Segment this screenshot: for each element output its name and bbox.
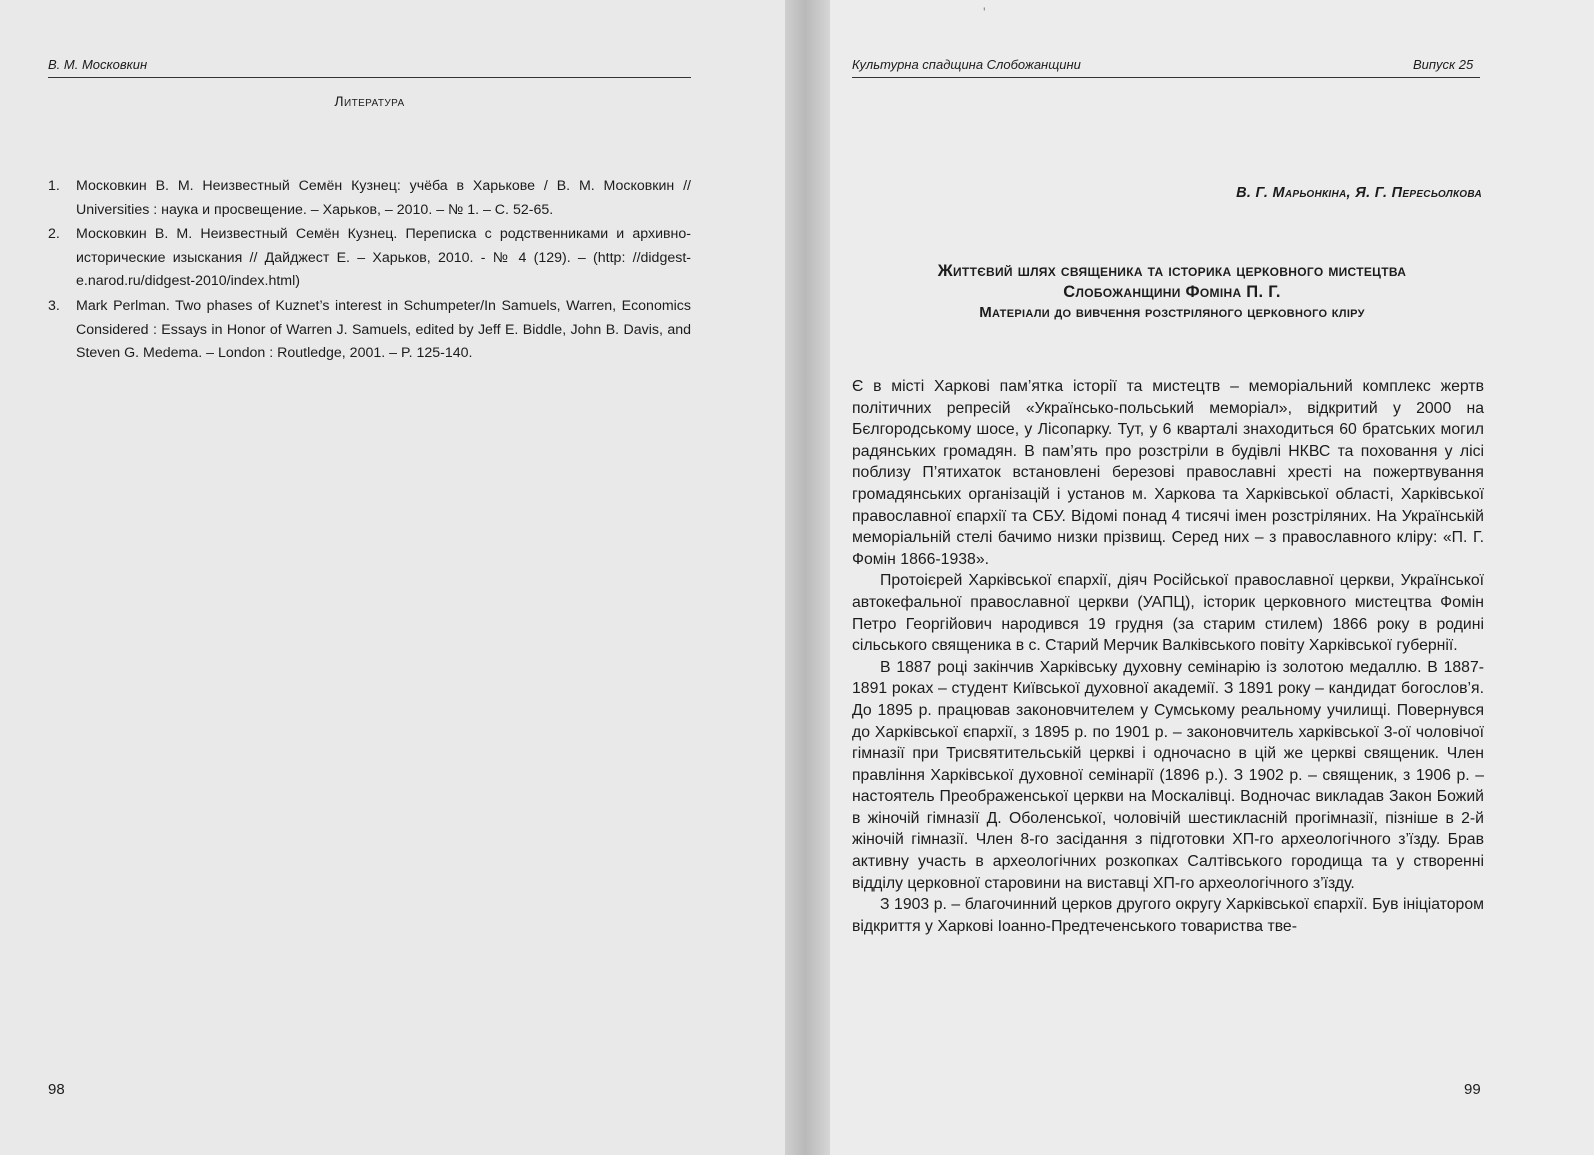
paragraph: Протоієрей Харківської єпархії, діяч Російської православної церкви, Української автокефальної православної церкви (УАПЦ), історик церковного мистецтва Фомін Петро Георгійович народився 19 грудня (за старим стилем) 1866 року в родині сільського священика в с. Старий Мерчик Валківського повіту Харківської губернії.	[852, 572, 1484, 655]
references-heading: Литература	[334, 93, 405, 109]
paragraph: З 1903 р. – благочинний церков другого округу Харківської єпархії. Був ініціатором відкриття у Харкові Іоанно-Предтеченського товариства тве-	[852, 896, 1484, 935]
article-title-line-2: Слобожанщини Фоміна П. Г.	[1063, 283, 1281, 301]
book-spine-shadow	[785, 0, 830, 1155]
paragraph: Є в місті Харкові пам’ятка історії та мистецтв – меморіальний комплекс жертв політичних репресій «Українсько-польський меморіал», відкритий у 2000 на Бєлгородському шосе, у Лісопарку. Тут, у 6 кварталі знаходиться 60 братських могил радянських громадян. В пам’ять про розстріли в будівлі НКВС та поховання у лісі поблизу П’ятихаток встановлені березові православні хресті на пожертвування громадянських організацій і установ м. Харкова та Харківської області, Харківської православної єпархії та СБУ. Відомі понад 4 тисячі імен розстріляних. На Українській меморіальній стелі бачимо низки прізвищ. Серед них – з православного кліру: «П. Г. Фомін 1866-1938».	[852, 378, 1484, 568]
running-head-author: В. М. Московкин	[48, 57, 148, 72]
reference-item	[48, 175, 691, 222]
reference-item	[48, 295, 691, 366]
scan-mark: ʹ	[983, 4, 986, 20]
reference-text: Московкин В. М. Неизвестный Семён Кузнец: учёба в Харькове / В. М. Московкин // Universities : наука и просвещение. – Харьков, – 2010. – № 1. – С. 52-65.	[76, 178, 691, 218]
page-number: 98	[48, 1081, 65, 1098]
article-body	[852, 376, 1484, 937]
paragraph: В 1887 році закінчив Харківську духовну семінарію із золотою медаллю. В 1887-1891 роках – студент Київської духовної академії. З 1891 року – кандидат богослов’я. До 1895 р. працював законовчителем у Сумському реальному училищі. Повернувся до Харківської єпархії, з 1895 р. по 1901 р. – законовчитель харківської 3-ої чоловічої гімназії при Трисвятительській церкві і одночасно в цій же церкві священик. Член правління Харківської духовної семінарії (1896 р.). З 1902 р. – священик, з 1906 р. – настоятель Преображенської церкви на Москалівці. Водночас викладав Закон Божий в жіночій гімназії Д. Оболенської, чоловічій шестикласній прогімназії, пізніше в 2-й жіночій гімназії. Член 8-го засідання з підготовки ХП-го археологічного з’їзду. Брав активну участь в археологічних розкопках Салтівського городища та у створенні відділу церковної старовини на виставці ХП-го археологічного з’їзду.	[852, 658, 1484, 892]
article-subtitle: Матеріали до вивчення розстріляного церковного кліру	[979, 304, 1365, 321]
reference-text: Московкин В. М. Неизвестный Семён Кузнец. Переписка с родственниками и архивно-исторические изыскания // Дайджест Е. – Харьков, 2010. - № 4 (129). – (http: //didgest-e.narod.ru/didgest-2010/index.html)	[76, 226, 691, 290]
article-authors: В. Г. Марьонкіна, Я. Г. Пересьолкова	[1236, 185, 1482, 201]
reference-number: 2.	[48, 226, 60, 243]
left-page	[0, 0, 785, 1155]
reference-text: Mark Perlman. Two phases of Kuznet’s interest in Schumpeter/In Samuels, Warren, Economics Considered : Essays in Honor of Warren J. Samuels, edited by Jeff E. Biddle, John B. Davis, and Steven G. Medema. – London : Routledge, 2001. – P. 125-140.	[76, 297, 691, 362]
reference-number: 3.	[48, 297, 60, 314]
header-rule	[48, 77, 691, 78]
page-number: 99	[1464, 1081, 1481, 1098]
reference-list	[48, 175, 691, 367]
running-head-issue: Випуск 25	[1413, 57, 1474, 72]
reference-number: 1.	[48, 178, 60, 194]
article-title-line-1: Життєвий шлях священика та історика церковного мистецтва	[937, 262, 1407, 280]
header-rule	[852, 77, 1480, 78]
running-head-journal: Культурна спадщина Слобожанщини	[852, 57, 1081, 72]
reference-item	[48, 223, 691, 294]
right-page	[830, 0, 1594, 1155]
